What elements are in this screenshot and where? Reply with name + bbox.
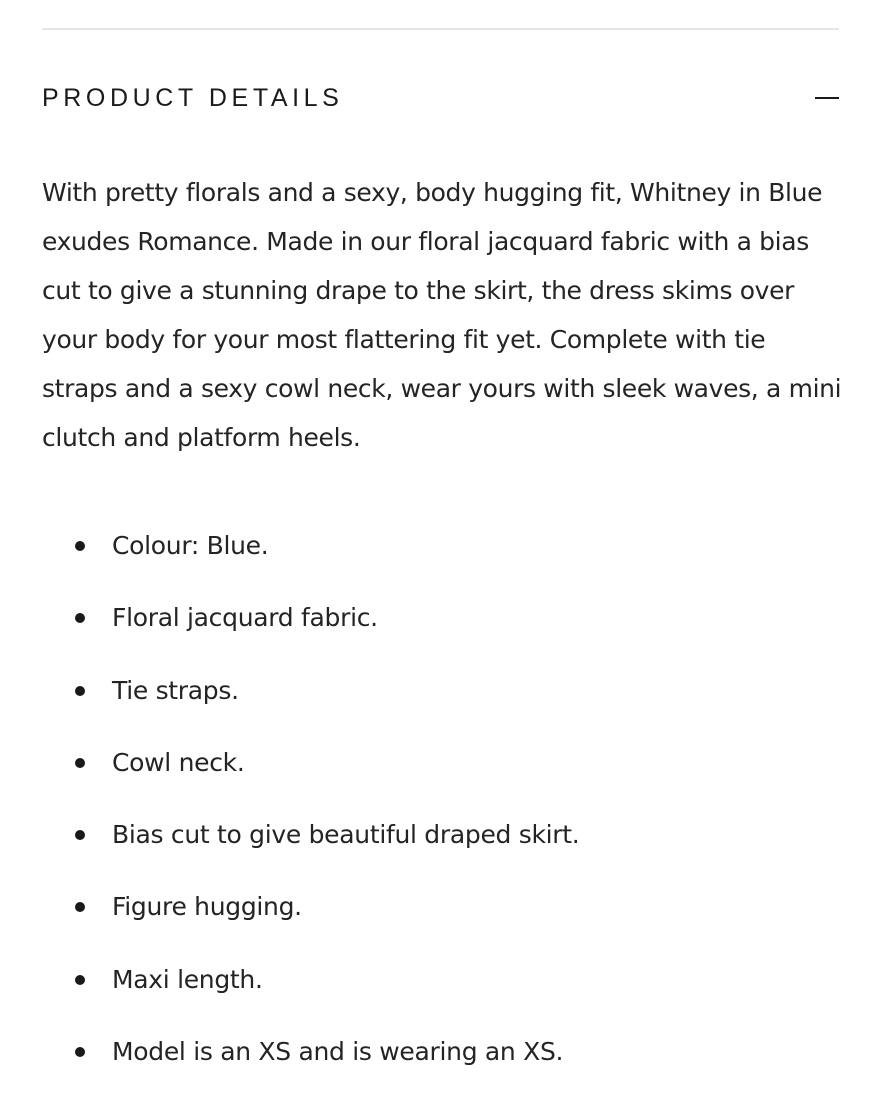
bullet-icon [75, 975, 85, 985]
feature-item [42, 799, 842, 871]
feature-text: Figure hugging. [112, 892, 302, 922]
feature-item [42, 1016, 842, 1088]
bullet-icon [75, 758, 85, 768]
bullet-icon [75, 830, 85, 840]
feature-text: Floral jacquard fabric. [112, 603, 378, 633]
feature-text: Cowl neck. [112, 747, 245, 777]
feature-item [42, 655, 842, 727]
bullet-icon [75, 613, 85, 623]
section-divider [42, 28, 839, 30]
product-details-accordion-header[interactable] [42, 80, 839, 116]
bullet-icon [75, 541, 85, 551]
feature-text: Bias cut to give beautiful draped skirt. [112, 820, 580, 850]
bullet-icon [75, 686, 85, 696]
feature-text: Maxi length. [112, 964, 263, 994]
minus-icon[interactable] [815, 80, 839, 116]
feature-item [42, 727, 842, 799]
feature-item [42, 944, 842, 1016]
feature-text: Colour: Blue. [112, 531, 269, 560]
feature-item [42, 510, 842, 582]
feature-text: Model is an XS and is wearing an XS. [112, 1037, 564, 1067]
feature-item [42, 871, 842, 943]
feature-list [42, 510, 842, 1088]
bullet-icon [75, 1047, 85, 1057]
product-description: With pretty florals and a sexy, body hugging fit, Whitney in Blue exudes Romance. Made in our floral jacquard fabric with a bias cut to give a stunning drape to the skirt, the dress skims over your body for your most flattering fit yet. Complete with tie straps and a sexy cowl neck, wear yours with sleek waves, a mini clutch and platform heels. [42, 178, 842, 452]
feature-text: Tie straps. [112, 675, 239, 705]
feature-item [42, 582, 842, 654]
bullet-icon [75, 902, 85, 912]
section-title: PRODUCT DETAILS [42, 84, 344, 112]
